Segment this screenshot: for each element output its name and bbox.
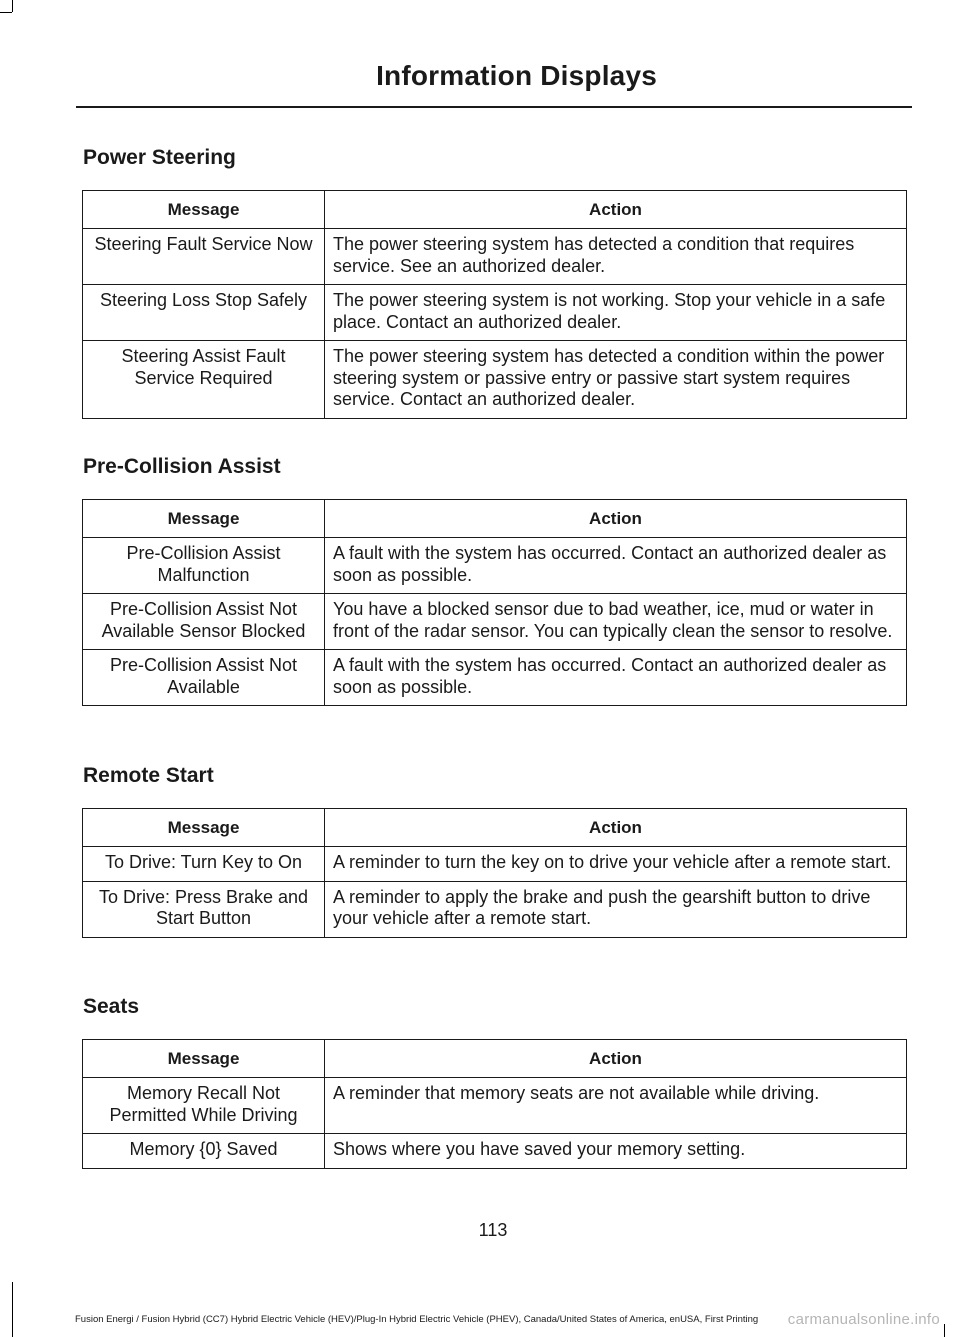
table-row — [83, 881, 907, 937]
action-cell: A fault with the system has occurred. Contact an authorized dealer as soon as possible. — [325, 650, 907, 706]
table-pre-collision-assist — [82, 499, 907, 706]
footer-vehicle-info: Fusion Energi / Fusion Hybrid (CC7) Hybrid Electric Vehicle (HEV)/Plug-In Hybrid Electric Vehicle (PHEV), Canada/United States of America, enUSA, First Printing — [75, 1314, 759, 1325]
table-row — [83, 1078, 907, 1134]
column-header-action: Action — [325, 191, 907, 229]
table-row — [83, 229, 907, 285]
message-cell: To Drive: Turn Key to On — [83, 847, 325, 882]
table-row — [83, 1134, 907, 1169]
action-cell: Shows where you have saved your memory setting. — [325, 1134, 907, 1169]
table-row — [83, 341, 907, 419]
crop-mark-bottom-left — [12, 1282, 13, 1337]
table-header-row — [83, 1040, 907, 1078]
table-header-row — [83, 809, 907, 847]
column-header-message: Message — [83, 500, 325, 538]
action-cell: The power steering system has detected a condition within the power steering system or passive entry or passive start system requires service. Contact an authorized dealer. — [325, 341, 907, 419]
table-row — [83, 538, 907, 594]
message-cell: Steering Fault Service Now — [83, 229, 325, 285]
crop-mark-top-left-vertical — [12, 0, 13, 12]
column-header-action: Action — [325, 809, 907, 847]
message-cell: Steering Loss Stop Safely — [83, 285, 325, 341]
table-header-row — [83, 191, 907, 229]
message-cell: Pre-Collision Assist Not Available — [83, 650, 325, 706]
table-row — [83, 847, 907, 882]
action-cell: A reminder to turn the key on to drive your vehicle after a remote start. — [325, 847, 907, 882]
crop-mark-bottom-right — [944, 1324, 945, 1337]
message-cell: Pre-Collision Assist Not Available Sensor Blocked — [83, 594, 325, 650]
section-heading-pre-collision-assist: Pre-Collision Assist — [83, 455, 281, 478]
column-header-action: Action — [325, 1040, 907, 1078]
column-header-action: Action — [325, 500, 907, 538]
message-cell: Pre-Collision Assist Malfunction — [83, 538, 325, 594]
table-header-row — [83, 500, 907, 538]
page-number: 113 — [478, 1220, 508, 1240]
table-power-steering — [82, 190, 907, 419]
action-cell: The power steering system has detected a condition that requires service. See an authorized dealer. — [325, 229, 907, 285]
action-cell: You have a blocked sensor due to bad weather, ice, mud or water in front of the radar sensor. You can typically clean the sensor to resolve. — [325, 594, 907, 650]
message-cell: To Drive: Press Brake and Start Button — [83, 881, 325, 937]
header-rule — [76, 106, 912, 108]
column-header-message: Message — [83, 809, 325, 847]
message-cell: Steering Assist Fault Service Required — [83, 341, 325, 419]
message-cell: Memory {0} Saved — [83, 1134, 325, 1169]
table-row — [83, 594, 907, 650]
action-cell: A reminder that memory seats are not available while driving. — [325, 1078, 907, 1134]
action-cell: A fault with the system has occurred. Contact an authorized dealer as soon as possible. — [325, 538, 907, 594]
table-row — [83, 650, 907, 706]
section-heading-seats: Seats — [83, 995, 140, 1018]
table-row — [83, 285, 907, 341]
column-header-message: Message — [83, 1040, 325, 1078]
crop-mark-top-left-horizontal — [0, 12, 12, 13]
page-title: Information Displays — [376, 60, 657, 91]
action-cell: The power steering system is not working. Stop your vehicle in a safe place. Contact an authorized dealer. — [325, 285, 907, 341]
action-cell: A reminder to apply the brake and push the gearshift button to drive your vehicle after a remote start. — [325, 881, 907, 937]
watermark: carmanualsonline.info — [787, 1311, 940, 1328]
table-seats — [82, 1039, 907, 1169]
message-cell: Memory Recall Not Permitted While Driving — [83, 1078, 325, 1134]
section-heading-power-steering: Power Steering — [83, 146, 236, 169]
column-header-message: Message — [83, 191, 325, 229]
table-remote-start — [82, 808, 907, 938]
section-heading-remote-start: Remote Start — [83, 764, 214, 787]
